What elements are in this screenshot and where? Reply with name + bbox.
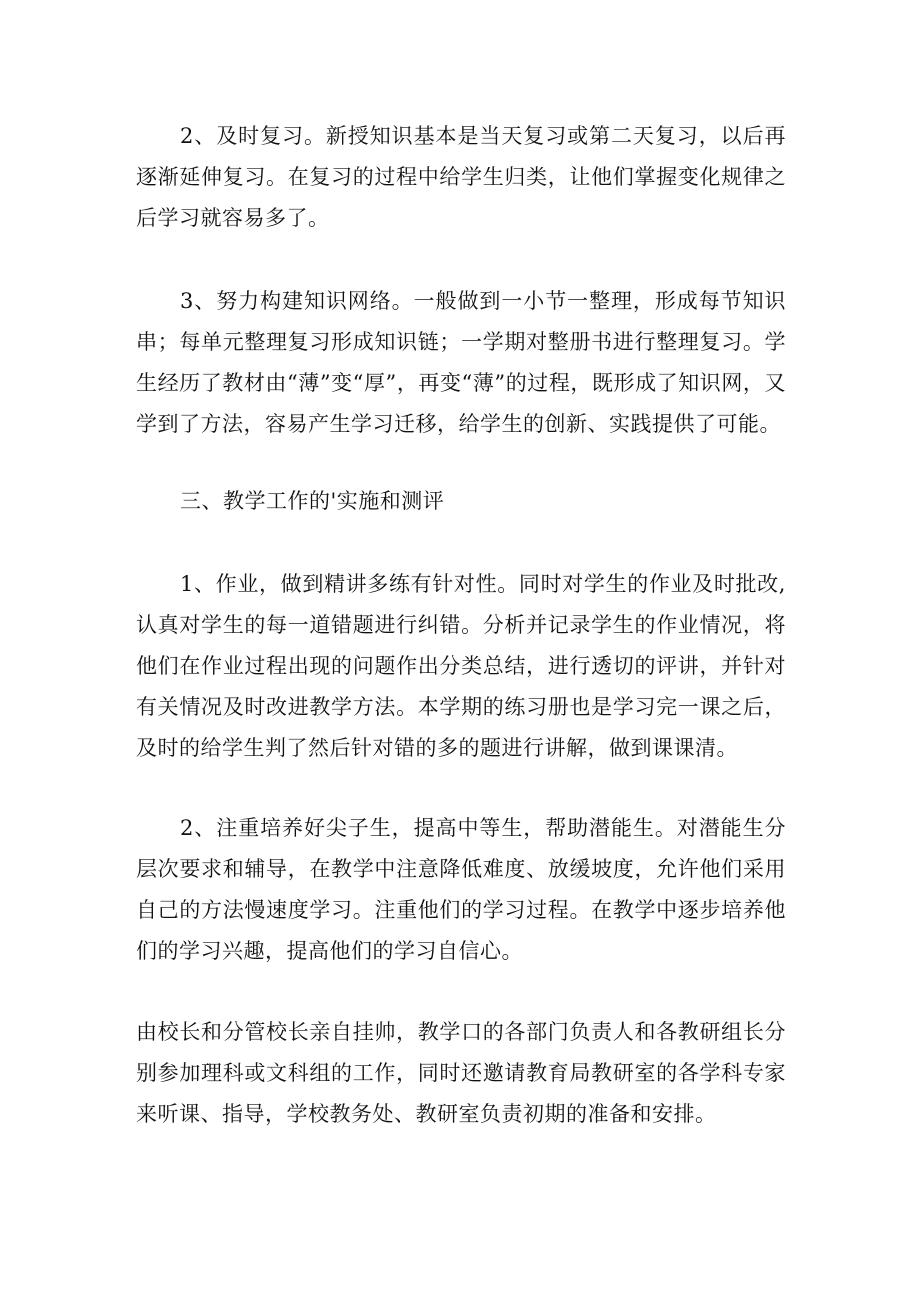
paragraph-homework: 1、作业，做到精讲多练有针对性。同时对学生的作业及时批改,认真对学生的每一道错题进行纠错。分析并记录学生的作业情况，将他们在作业过程出现的问题作出分类总结，进行透切的评讲，并针对有关情况及时改进教学方法。本学期的练习册也是学习完一课之后，及时的给学生判了然后针对错的多的题进行讲解，做到课课清。 xyxy=(136,572,786,760)
section-heading: 三、教学工作的'实施和测评 xyxy=(180,489,445,513)
paragraph-leadership: 由校长和分管校长亲自挂帅，教学口的各部门负责人和各教研组长分别参加理科或文科组的工作，同时还邀请教育局教研室的各学科专家来听课、指导，学校教务处、教研室负责初期的准备和安排。 xyxy=(136,1020,786,1126)
paragraph-student-tiers: 2、注重培养好尖子生，提高中等生，帮助潜能生。对潜能生分层次要求和辅导，在教学中注意降低难度、放缓坡度，允许他们采用自己的方法慢速度学习。注重他们的学习过程。在教学中逐步培养他们的学习兴趣，提高他们的学习自信心。 xyxy=(136,816,786,963)
paragraph-timely-review: 2、及时复习。新授知识基本是当天复习或第二天复习，以后再逐渐延伸复习。在复习的过程中给学生归类，让他们掌握变化规律之后学习就容易多了。 xyxy=(136,124,786,230)
paragraph-knowledge-network: 3、努力构建知识网络。一般做到一小节一整理，形成每节知识串；每单元整理复习形成知识链；一学期对整册书进行整理复习。学生经历了教材由“薄”变“厚”，再变“薄”的过程，既形成了知识网，又学到了方法，容易产生学习迁移，给学生的创新、实践提供了可能。 xyxy=(136,289,786,436)
